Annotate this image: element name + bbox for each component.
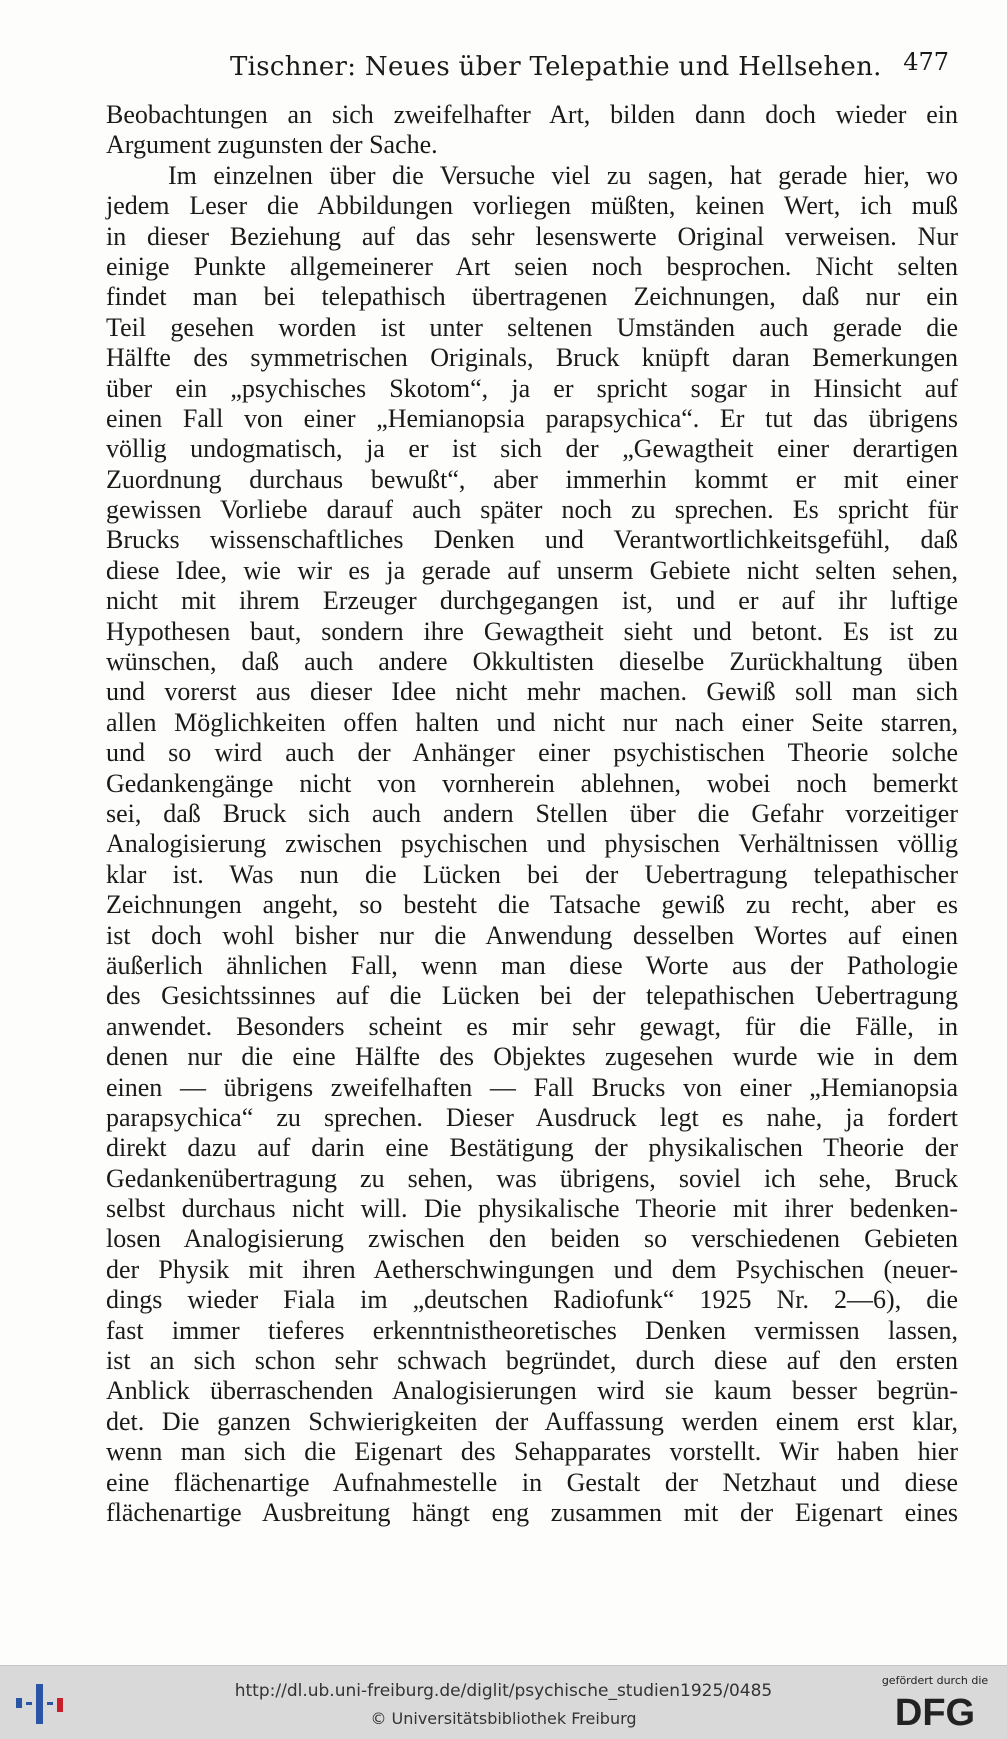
- text-line: allen Möglichkeiten offen halten und nicht nur nach einer Seite starren,: [106, 707, 958, 737]
- text-line: völlig undogmatisch, ja er ist sich der „Gewagtheit einer derartigen: [106, 434, 958, 464]
- dfg-funding-badge[interactable]: [877, 1672, 993, 1734]
- text-line: direkt dazu auf darin eine Bestätigung der physikalischen Theorie der: [106, 1133, 958, 1163]
- body-text: [106, 100, 958, 1528]
- text-line: äußerlich ähnlichen Fall, wenn man diese Worte aus der Pathologie: [106, 950, 958, 980]
- text-line: Argument zugunsten der Sache.: [106, 130, 438, 160]
- text-line: einige Punkte allgemeinerer Art seien noch besprochen. Nicht selten: [106, 251, 958, 281]
- text-line: losen Analogisierung zwischen den beiden so verschiedenen Gebieten: [106, 1224, 958, 1254]
- text-line: fast immer tieferes erkenntnistheoretisches Denken vermissen lassen,: [106, 1315, 958, 1345]
- text-line: Teil gesehen worden ist unter seltenen Umständen auch gerade die: [106, 312, 958, 342]
- text-line: des Gesichtssinnes auf die Lücken bei der telepathischen Uebertragung: [106, 981, 958, 1011]
- text-line: wenn man sich die Eigenart des Sehapparates vorstellt. Wir haben hier: [106, 1437, 958, 1467]
- text-line: gewissen Vorliebe darauf auch später noch zu sprechen. Es spricht für: [106, 495, 958, 525]
- text-line: parapsychica“ zu sprechen. Dieser Ausdruck legt es nahe, ja fordert: [106, 1102, 958, 1132]
- text-line: nicht mit ihrem Erzeuger durchgegangen ist, und er auf ihr luftige: [106, 586, 958, 616]
- text-line: sei, daß Bruck sich auch andern Stellen über die Gefahr vorzeitiger: [106, 798, 958, 828]
- text-line: Zuordnung durchaus bewußt“, aber immerhin kommt er mit einer: [106, 464, 958, 494]
- text-line: anwendet. Besonders scheint es mir sehr gewagt, für die Fälle, in: [106, 1011, 958, 1041]
- text-line: Im einzelnen über die Versuche viel zu sagen, hat gerade hier, wo: [168, 160, 958, 190]
- text-line: Zeichnungen angeht, so besteht die Tatsache gewiß zu recht, aber es: [106, 890, 958, 920]
- text-line: Hälfte des symmetrischen Originals, Bruck knüpft daran Bemerkungen: [106, 343, 958, 373]
- text-line: dings wieder Fiala im „deutschen Radiofunk“ 1925 Nr. 2—6), die: [106, 1285, 958, 1315]
- text-line: ist an sich schon sehr schwach begründet, durch diese auf den ersten: [106, 1346, 958, 1376]
- page-number: 477: [903, 48, 949, 76]
- text-line: Hypothesen baut, sondern ihre Gewagtheit sieht und betont. Es ist zu: [106, 616, 958, 646]
- running-head: Tischner: Neues über Telepathie und Hellsehen.: [230, 52, 882, 82]
- text-line: Anblick überraschenden Analogisierungen wird sie kaum besser begrün-: [106, 1376, 958, 1406]
- text-line: flächenartige Ausbreitung hängt eng zusammen mit der Eigenart eines: [106, 1497, 958, 1527]
- copyright-notice: © Universitätsbibliothek Freiburg: [370, 1709, 637, 1728]
- text-line: eine flächenartige Aufnahmestelle in Gestalt der Netzhaut und diese: [106, 1467, 958, 1497]
- viewer-footer: [0, 1665, 1007, 1739]
- dfg-caption: gefördert durch die: [881, 1674, 989, 1687]
- text-line: diese Idee, wie wir es ja gerade auf unserm Gebiete nicht selten sehen,: [106, 555, 958, 585]
- text-line: Gedankenübertragung zu sehen, was übrigens, soviel ich sehe, Bruck: [106, 1163, 958, 1193]
- text-line: Gedankengänge nicht von vornherein ablehnen, wobei noch bemerkt: [106, 768, 958, 798]
- text-line: und so wird auch der Anhänger einer psychistischen Theorie solche: [106, 738, 958, 768]
- text-line: jedem Leser die Abbildungen vorliegen müßten, keinen Wert, ich muß: [106, 191, 958, 221]
- source-url-link[interactable]: http://dl.ub.uni-freiburg.de/diglit/psychische_studien1925/0485: [234, 1681, 773, 1701]
- text-line: wünschen, daß auch andere Okkultisten dieselbe Zurückhaltung üben: [106, 647, 958, 677]
- text-line: findet man bei telepathisch übertragenen Zeichnungen, daß nur ein: [106, 282, 958, 312]
- text-line: einen Fall von einer „Hemianopsia parapsychica“. Er tut das übrigens: [106, 403, 958, 433]
- text-line: einen — übrigens zweifelhaften — Fall Brucks von einer „Hemianopsia: [106, 1072, 958, 1102]
- text-line: der Physik mit ihren Aetherschwingungen und dem Psychischen (neuer-: [106, 1254, 958, 1284]
- text-line: in dieser Beziehung auf das sehr lesenswerte Original verweisen. Nur: [106, 221, 958, 251]
- text-line: det. Die ganzen Schwierigkeiten der Auffassung werden einem erst klar,: [106, 1406, 958, 1436]
- text-line: selbst durchaus nicht will. Die physikalische Theorie mit ihrer bedenken-: [106, 1194, 958, 1224]
- text-line: Brucks wissenschaftliches Denken und Verantwortlichkeitsgefühl, daß: [106, 525, 958, 555]
- text-line: über ein „psychisches Skotom“, ja er spricht sogar in Hinsicht auf: [106, 373, 958, 403]
- text-line: ist doch wohl bisher nur die Anwendung desselben Wortes auf einen: [106, 920, 958, 950]
- text-line: Beobachtungen an sich zweifelhafter Art, bilden dann doch wieder ein: [106, 100, 958, 129]
- text-line: und vorerst aus dieser Idee nicht mehr machen. Gewiß soll man sich: [106, 677, 958, 707]
- dfg-logo-icon: [885, 1691, 985, 1731]
- text-line: Analogisierung zwischen psychischen und physischen Verhältnissen völlig: [106, 829, 958, 859]
- text-line: denen nur die eine Hälfte des Objektes zugesehen wurde wie in dem: [106, 1042, 958, 1072]
- dfg-logo-text: DFG: [894, 1692, 976, 1731]
- text-line: klar ist. Was nun die Lücken bei der Uebertragung telepathischer: [106, 859, 958, 889]
